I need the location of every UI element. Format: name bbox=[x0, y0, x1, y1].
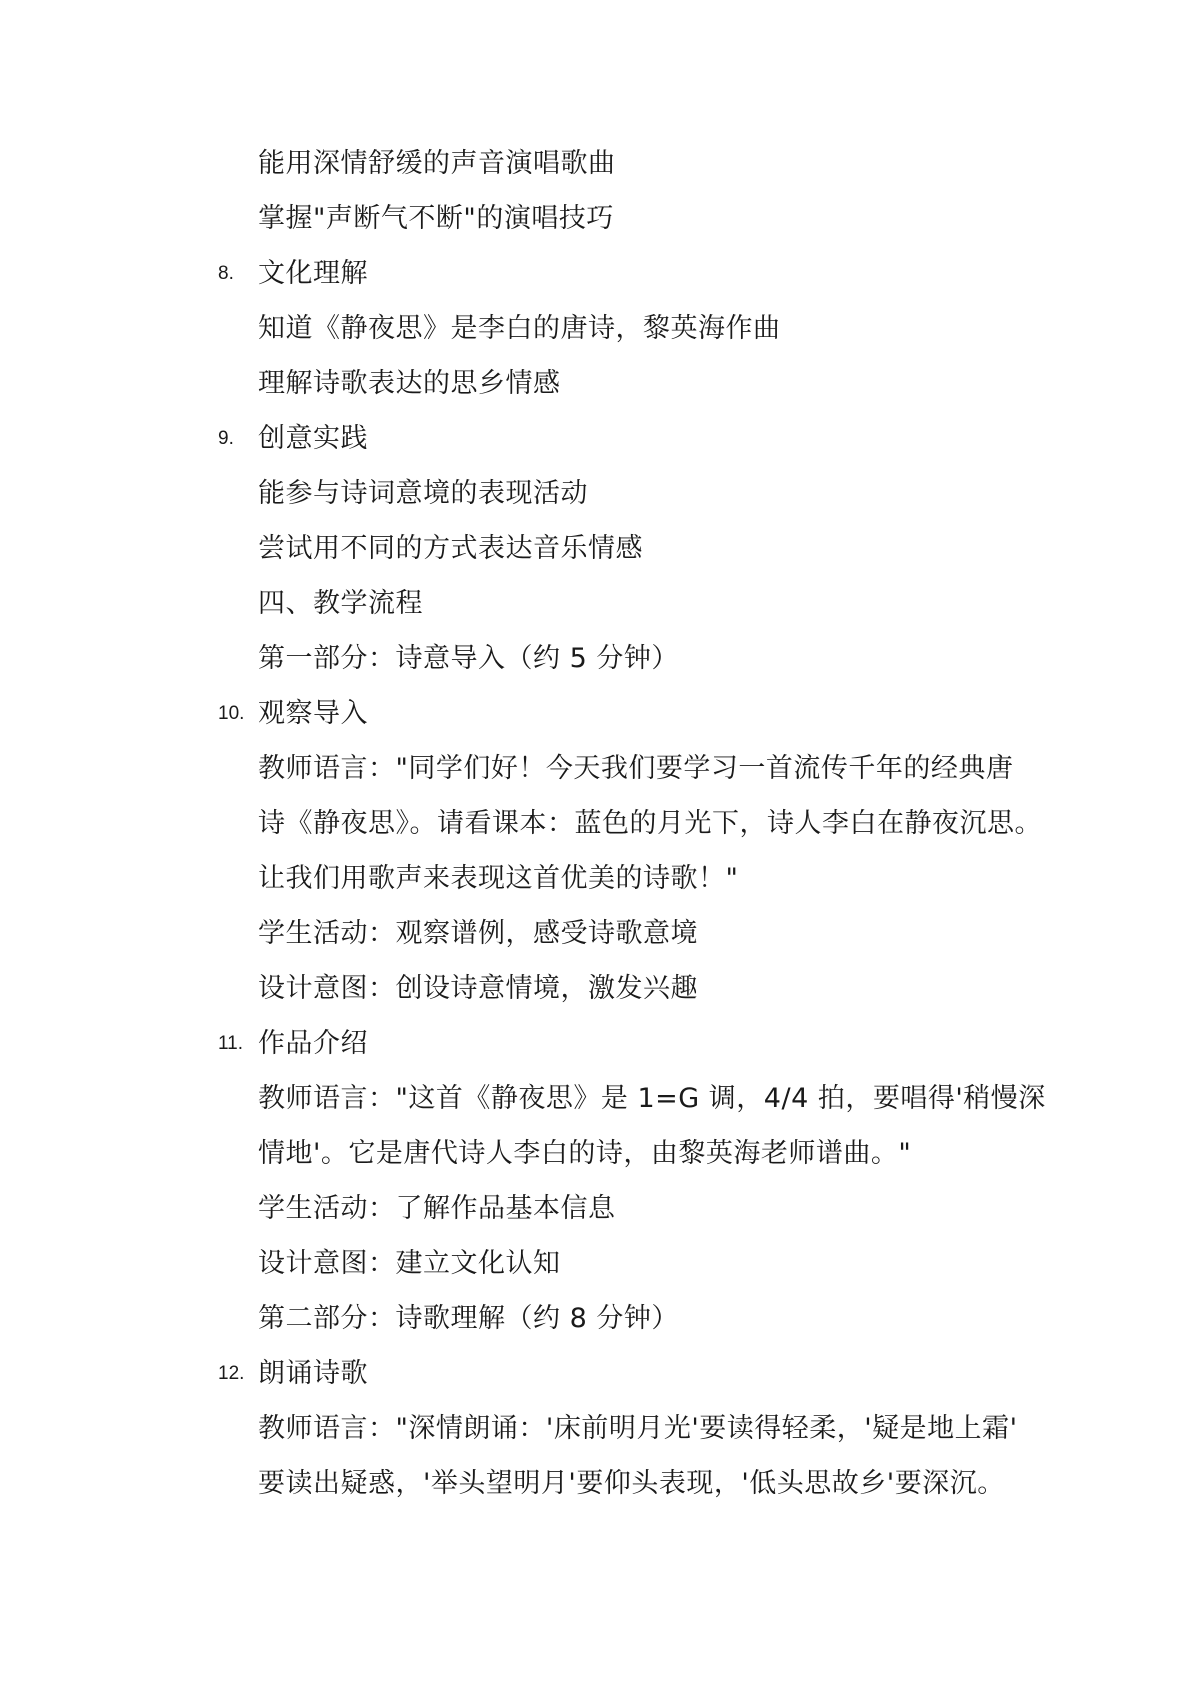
body-text-line: 设计意图：创设诗意情境，激发兴趣 bbox=[258, 973, 698, 1004]
body-text-line: 让我们用歌声来表现这首优美的诗歌！" bbox=[258, 863, 739, 894]
body-text-line: 教师语言："深情朗诵：'床前明月光'要读得轻柔，'疑是地上霜' bbox=[258, 1413, 1018, 1444]
body-text-line: 掌握"声断气不断"的演唱技巧 bbox=[258, 203, 614, 234]
body-text-line: 设计意图：建立文化认知 bbox=[258, 1248, 561, 1279]
part-heading: 第二部分：诗歌理解（约 8 分钟） bbox=[258, 1303, 679, 1334]
body-text-line: 学生活动：观察谱例，感受诗歌意境 bbox=[258, 918, 698, 949]
body-text-line: 理解诗歌表达的思乡情感 bbox=[258, 368, 561, 399]
body-text-line: 知道《静夜思》是李白的唐诗，黎英海作曲 bbox=[258, 313, 781, 344]
body-text-line: 教师语言："同学们好！今天我们要学习一首流传千年的经典唐 bbox=[258, 753, 1014, 784]
list-number: 11. bbox=[218, 1033, 244, 1054]
list-item-heading: 文化理解 bbox=[258, 258, 368, 289]
list-item-heading: 创意实践 bbox=[258, 423, 368, 454]
body-text-line: 能参与诗词意境的表现活动 bbox=[258, 478, 588, 509]
list-item-heading: 朗诵诗歌 bbox=[258, 1358, 368, 1389]
list-item-heading: 观察导入 bbox=[258, 698, 368, 729]
list-number: 10. bbox=[218, 703, 245, 724]
body-text-line: 能用深情舒缓的声音演唱歌曲 bbox=[258, 148, 616, 179]
body-text-line: 教师语言："这首《静夜思》是 1=G 调，4/4 拍，要唱得'稍慢深 bbox=[258, 1083, 1046, 1114]
body-text-line: 要读出疑惑，'举头望明月'要仰头表现，'低头思故乡'要深沉。 bbox=[258, 1468, 1005, 1499]
body-text-line: 学生活动：了解作品基本信息 bbox=[258, 1193, 616, 1224]
body-text-line: 尝试用不同的方式表达音乐情感 bbox=[258, 533, 643, 564]
list-number: 12. bbox=[218, 1363, 245, 1384]
list-item-heading: 作品介绍 bbox=[258, 1028, 368, 1059]
section-heading: 四、教学流程 bbox=[258, 588, 423, 619]
list-number: 8. bbox=[218, 263, 234, 284]
body-text-line: 诗《静夜思》。请看课本：蓝色的月光下，诗人李白在静夜沉思。 bbox=[258, 808, 1042, 839]
part-heading: 第一部分：诗意导入（约 5 分钟） bbox=[258, 643, 679, 674]
body-text-line: 情地'。它是唐代诗人李白的诗，由黎英海老师谱曲。" bbox=[258, 1138, 912, 1169]
list-number: 9. bbox=[218, 428, 234, 449]
